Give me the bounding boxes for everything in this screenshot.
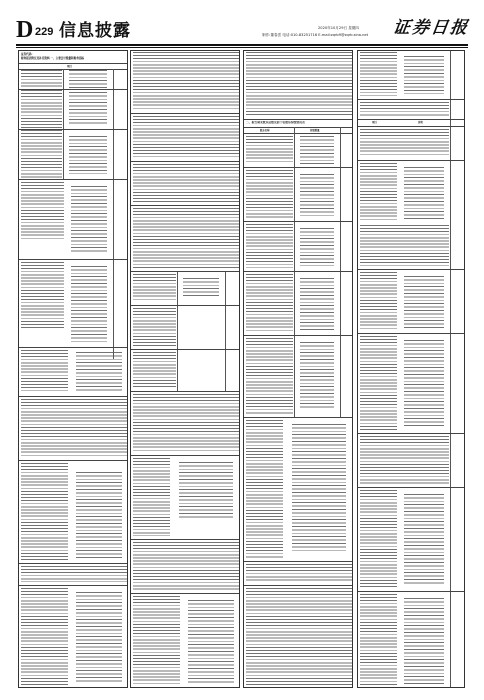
divider [19,63,127,64]
text-block [294,173,340,217]
text-block [131,273,177,303]
text-block [131,115,240,159]
column-1-subheading: 财务报表附注及补充资料 一、主要会计数据和财务指标 [21,57,85,60]
table-header-cell: 持股数量 [310,129,320,132]
divider [19,585,127,586]
text-block [131,163,240,203]
divider [19,179,127,180]
text-block [131,307,177,347]
text-block [398,166,450,222]
divider [358,126,464,127]
column-1 [18,50,128,688]
divider [358,269,464,270]
text-block [358,489,398,589]
divider [131,593,239,594]
text-block [358,335,398,431]
divider [244,585,352,586]
text-block [244,169,294,219]
divider [358,99,464,100]
text-block [398,493,450,587]
text-block [19,462,69,562]
text-block [171,461,240,521]
column-1-heading: 证券代码: [21,53,33,56]
divider [19,347,127,348]
divider [225,271,226,391]
divider [131,539,239,540]
column-4 [357,50,465,688]
divider [244,133,352,134]
divider [358,119,464,120]
masthead [0,0,484,44]
newspaper-logo: 证券日报 [391,18,471,38]
text-block [244,273,294,333]
text-block [63,69,113,89]
text-block [131,393,240,453]
text-block [398,597,450,685]
table-header-cell: 项目 [372,121,377,124]
text-block [244,563,353,583]
table-caption: 二、报告期末股东总数及前十名股东持股情况表 [246,121,305,124]
divider [19,396,127,397]
text-block [65,185,113,255]
divider [244,561,352,562]
text-block [398,339,450,429]
divider [244,417,352,418]
table-header-cell: 项目 [67,65,72,68]
text-block [69,591,128,685]
column-3 [243,50,353,688]
text-block [244,587,353,687]
text-block [284,423,353,553]
text-block [19,181,65,241]
text-block [19,261,65,331]
text-block [358,128,450,158]
divider [244,221,352,222]
divider [358,160,464,161]
text-block [358,271,398,331]
divider [19,460,127,461]
text-block [19,349,69,394]
text-block [19,89,63,129]
divider [131,271,239,272]
text-block [19,587,69,687]
text-block [244,135,294,165]
divider [113,69,114,359]
table-header-cell: 股东名称 [260,129,270,132]
divider [340,127,341,417]
text-block [244,223,294,269]
text-block [358,162,398,222]
text-block [131,541,240,591]
text-block [131,207,240,269]
divider [358,333,464,334]
divider [358,433,464,434]
text-block [244,51,353,117]
text-block [294,277,340,333]
divider [131,113,239,114]
text-block [19,398,128,458]
divider [131,305,239,306]
divider [131,349,239,350]
divider [244,167,352,168]
text-block [131,351,177,389]
text-block [244,337,294,415]
text-block [131,595,181,687]
text-block [65,265,113,345]
divider [131,161,239,162]
text-block [19,129,63,179]
editor-contact-line: 制作:董春雲 电话:010-83251716 E-mail:zqrb9@zqrb.sina.net [262,33,369,37]
text-block [358,51,398,97]
section-title: 信息披露 [59,21,131,41]
divider [358,487,464,488]
column-2 [130,50,240,688]
text-block [63,135,113,175]
text-block [131,457,171,537]
divider [131,391,239,392]
text-block [398,55,450,95]
divider [244,335,352,336]
text-block [358,224,450,268]
text-block [19,565,128,583]
text-block [131,51,240,111]
text-block [294,135,340,165]
divider [131,455,239,456]
divider [131,205,239,206]
divider [358,591,464,592]
masthead-rule-thick [16,44,468,46]
divider [19,563,127,564]
text-block [358,101,450,117]
text-block [294,227,340,267]
text-block [294,341,340,411]
date-line: 2020年10月29日 星期四 [318,26,359,30]
text-block [63,91,113,127]
text-block [244,419,284,559]
table-header-cell: 说明 [418,121,423,124]
text-block [19,69,63,89]
page-number: 229 [35,26,54,38]
text-block [358,593,398,687]
section-letter: D [16,17,34,43]
divider [244,127,352,128]
masthead-rule-thin [16,47,468,48]
text-block [177,277,225,299]
divider [19,259,127,260]
text-block [181,599,240,685]
divider [244,119,352,120]
text-block [69,351,128,393]
divider [244,271,352,272]
text-block [69,471,128,561]
text-block [398,275,450,331]
text-block [358,435,450,485]
